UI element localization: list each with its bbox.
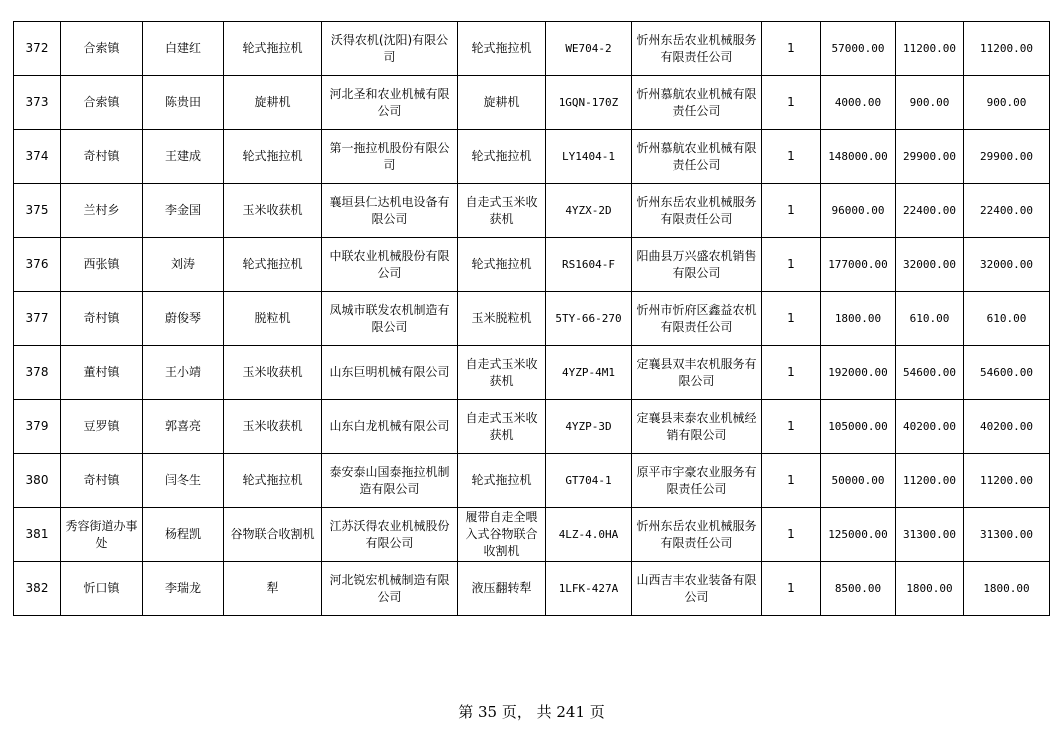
- model-cell: 5TY-66-270: [546, 292, 632, 346]
- owner-name-cell: 李金国: [143, 184, 224, 238]
- total-subsidy-cell: 900.00: [964, 76, 1050, 130]
- dealer-cell: 阳曲县万兴盛农机销售有限公司: [632, 238, 762, 292]
- row-number-cell: 382: [14, 562, 61, 616]
- model-cell: RS1604-F: [546, 238, 632, 292]
- dealer-cell: 忻州东岳农业机械服务有限责任公司: [632, 184, 762, 238]
- central-subsidy-cell: 31300.00: [896, 508, 964, 562]
- manufacturer-cell: 第一拖拉机股份有限公司: [322, 130, 458, 184]
- dealer-cell: 山西吉丰农业装备有限公司: [632, 562, 762, 616]
- row-number-cell: 381: [14, 508, 61, 562]
- product-name-cell: 自走式玉米收获机: [458, 184, 546, 238]
- page-footer: 第 35 页， 共 241 页: [458, 703, 605, 721]
- manufacturer-cell: 山东白龙机械有限公司: [322, 400, 458, 454]
- sale-price-cell: 177000.00: [821, 238, 896, 292]
- quantity-cell: 1: [762, 292, 821, 346]
- total-subsidy-cell: 11200.00: [964, 22, 1050, 76]
- row-number-cell: 373: [14, 76, 61, 130]
- town-cell: 西张镇: [61, 238, 143, 292]
- quantity-cell: 1: [762, 130, 821, 184]
- table-row: [14, 400, 1050, 454]
- owner-name-cell: 蔚俊琴: [143, 292, 224, 346]
- product-name-cell: 轮式拖拉机: [458, 238, 546, 292]
- table-row: [14, 562, 1050, 616]
- town-cell: 兰村乡: [61, 184, 143, 238]
- table-row: [14, 292, 1050, 346]
- town-cell: 豆罗镇: [61, 400, 143, 454]
- town-cell: 奇村镇: [61, 292, 143, 346]
- row-number-cell: 376: [14, 238, 61, 292]
- machine-category-cell: 玉米收获机: [224, 346, 322, 400]
- row-number-cell: 372: [14, 22, 61, 76]
- total-subsidy-cell: 31300.00: [964, 508, 1050, 562]
- central-subsidy-cell: 11200.00: [896, 22, 964, 76]
- manufacturer-cell: 泰安泰山国泰拖拉机制造有限公司: [322, 454, 458, 508]
- row-number-cell: 375: [14, 184, 61, 238]
- manufacturer-cell: 沃得农机(沈阳)有限公司: [322, 22, 458, 76]
- machine-category-cell: 玉米收获机: [224, 400, 322, 454]
- owner-name-cell: 王建成: [143, 130, 224, 184]
- product-name-cell: 自走式玉米收获机: [458, 400, 546, 454]
- sale-price-cell: 96000.00: [821, 184, 896, 238]
- machine-category-cell: 轮式拖拉机: [224, 238, 322, 292]
- machine-category-cell: 轮式拖拉机: [224, 454, 322, 508]
- central-subsidy-cell: 610.00: [896, 292, 964, 346]
- machine-category-cell: 犁: [224, 562, 322, 616]
- sale-price-cell: 105000.00: [821, 400, 896, 454]
- manufacturer-cell: 山东巨明机械有限公司: [322, 346, 458, 400]
- manufacturer-cell: 河北锐宏机械制造有限公司: [322, 562, 458, 616]
- row-number-cell: 380: [14, 454, 61, 508]
- product-name-cell: 轮式拖拉机: [458, 22, 546, 76]
- owner-name-cell: 闫冬生: [143, 454, 224, 508]
- table-row: [14, 22, 1050, 76]
- dealer-cell: 忻州慕航农业机械有限责任公司: [632, 76, 762, 130]
- model-cell: WE704-2: [546, 22, 632, 76]
- table-row: [14, 454, 1050, 508]
- row-number-cell: 379: [14, 400, 61, 454]
- manufacturer-cell: 河北圣和农业机械有限公司: [322, 76, 458, 130]
- dealer-cell: 忻州东岳农业机械服务有限责任公司: [632, 22, 762, 76]
- model-cell: 1LFK-427A: [546, 562, 632, 616]
- subsidy-table: [13, 21, 1050, 616]
- quantity-cell: 1: [762, 238, 821, 292]
- owner-name-cell: 李瑞龙: [143, 562, 224, 616]
- town-cell: 奇村镇: [61, 130, 143, 184]
- table-row: [14, 130, 1050, 184]
- owner-name-cell: 郭喜亮: [143, 400, 224, 454]
- town-cell: 合索镇: [61, 76, 143, 130]
- machine-category-cell: 谷物联合收割机: [224, 508, 322, 562]
- manufacturer-cell: 江苏沃得农业机械股份有限公司: [322, 508, 458, 562]
- owner-name-cell: 白建红: [143, 22, 224, 76]
- sale-price-cell: 4000.00: [821, 76, 896, 130]
- sale-price-cell: 57000.00: [821, 22, 896, 76]
- product-name-cell: 自走式玉米收获机: [458, 346, 546, 400]
- total-subsidy-cell: 11200.00: [964, 454, 1050, 508]
- sale-price-cell: 148000.00: [821, 130, 896, 184]
- owner-name-cell: 杨程凯: [143, 508, 224, 562]
- town-cell: 奇村镇: [61, 454, 143, 508]
- machine-category-cell: 玉米收获机: [224, 184, 322, 238]
- table-row: [14, 76, 1050, 130]
- quantity-cell: 1: [762, 508, 821, 562]
- central-subsidy-cell: 29900.00: [896, 130, 964, 184]
- product-name-cell: 玉米脱粒机: [458, 292, 546, 346]
- table-row: [14, 238, 1050, 292]
- owner-name-cell: 刘涛: [143, 238, 224, 292]
- manufacturer-cell: 襄垣县仁达机电设备有限公司: [322, 184, 458, 238]
- dealer-cell: 定襄县双丰农机服务有限公司: [632, 346, 762, 400]
- product-name-cell: 旋耕机: [458, 76, 546, 130]
- central-subsidy-cell: 22400.00: [896, 184, 964, 238]
- manufacturer-cell: 中联农业机械股份有限公司: [322, 238, 458, 292]
- row-number-cell: 374: [14, 130, 61, 184]
- model-cell: LY1404-1: [546, 130, 632, 184]
- product-name-cell: 履带自走全喂入式谷物联合收割机: [458, 508, 546, 562]
- quantity-cell: 1: [762, 562, 821, 616]
- dealer-cell: 忻州慕航农业机械有限责任公司: [632, 130, 762, 184]
- total-subsidy-cell: 29900.00: [964, 130, 1050, 184]
- total-subsidy-cell: 610.00: [964, 292, 1050, 346]
- model-cell: 1GQN-170Z: [546, 76, 632, 130]
- dealer-cell: 忻州东岳农业机械服务有限责任公司: [632, 508, 762, 562]
- product-name-cell: 轮式拖拉机: [458, 130, 546, 184]
- quantity-cell: 1: [762, 76, 821, 130]
- table-body: [14, 22, 1050, 616]
- total-subsidy-cell: 32000.00: [964, 238, 1050, 292]
- dealer-cell: 原平市宇豪农业服务有限责任公司: [632, 454, 762, 508]
- product-name-cell: 轮式拖拉机: [458, 454, 546, 508]
- model-cell: GT704-1: [546, 454, 632, 508]
- model-cell: 4YZX-2D: [546, 184, 632, 238]
- dealer-cell: 忻州市忻府区鑫益农机有限责任公司: [632, 292, 762, 346]
- model-cell: 4YZP-3D: [546, 400, 632, 454]
- quantity-cell: 1: [762, 400, 821, 454]
- machine-category-cell: 脱粒机: [224, 292, 322, 346]
- sale-price-cell: 125000.00: [821, 508, 896, 562]
- manufacturer-cell: 凤城市联发农机制造有限公司: [322, 292, 458, 346]
- sale-price-cell: 1800.00: [821, 292, 896, 346]
- central-subsidy-cell: 1800.00: [896, 562, 964, 616]
- town-cell: 合索镇: [61, 22, 143, 76]
- sale-price-cell: 8500.00: [821, 562, 896, 616]
- total-subsidy-cell: 22400.00: [964, 184, 1050, 238]
- sale-price-cell: 50000.00: [821, 454, 896, 508]
- table-row: [14, 346, 1050, 400]
- central-subsidy-cell: 900.00: [896, 76, 964, 130]
- quantity-cell: 1: [762, 184, 821, 238]
- quantity-cell: 1: [762, 454, 821, 508]
- town-cell: 忻口镇: [61, 562, 143, 616]
- dealer-cell: 定襄县耒泰农业机械经销有限公司: [632, 400, 762, 454]
- central-subsidy-cell: 54600.00: [896, 346, 964, 400]
- model-cell: 4YZP-4M1: [546, 346, 632, 400]
- machine-category-cell: 轮式拖拉机: [224, 130, 322, 184]
- table-row: [14, 508, 1050, 562]
- central-subsidy-cell: 40200.00: [896, 400, 964, 454]
- total-subsidy-cell: 1800.00: [964, 562, 1050, 616]
- total-subsidy-cell: 54600.00: [964, 346, 1050, 400]
- town-cell: 秀容街道办事处: [61, 508, 143, 562]
- central-subsidy-cell: 11200.00: [896, 454, 964, 508]
- owner-name-cell: 王小靖: [143, 346, 224, 400]
- model-cell: 4LZ-4.0HA: [546, 508, 632, 562]
- total-subsidy-cell: 40200.00: [964, 400, 1050, 454]
- owner-name-cell: 陈贵田: [143, 76, 224, 130]
- product-name-cell: 液压翻转犁: [458, 562, 546, 616]
- quantity-cell: 1: [762, 22, 821, 76]
- central-subsidy-cell: 32000.00: [896, 238, 964, 292]
- town-cell: 董村镇: [61, 346, 143, 400]
- quantity-cell: 1: [762, 346, 821, 400]
- sale-price-cell: 192000.00: [821, 346, 896, 400]
- table-row: [14, 184, 1050, 238]
- machine-category-cell: 轮式拖拉机: [224, 22, 322, 76]
- row-number-cell: 378: [14, 346, 61, 400]
- machine-category-cell: 旋耕机: [224, 76, 322, 130]
- row-number-cell: 377: [14, 292, 61, 346]
